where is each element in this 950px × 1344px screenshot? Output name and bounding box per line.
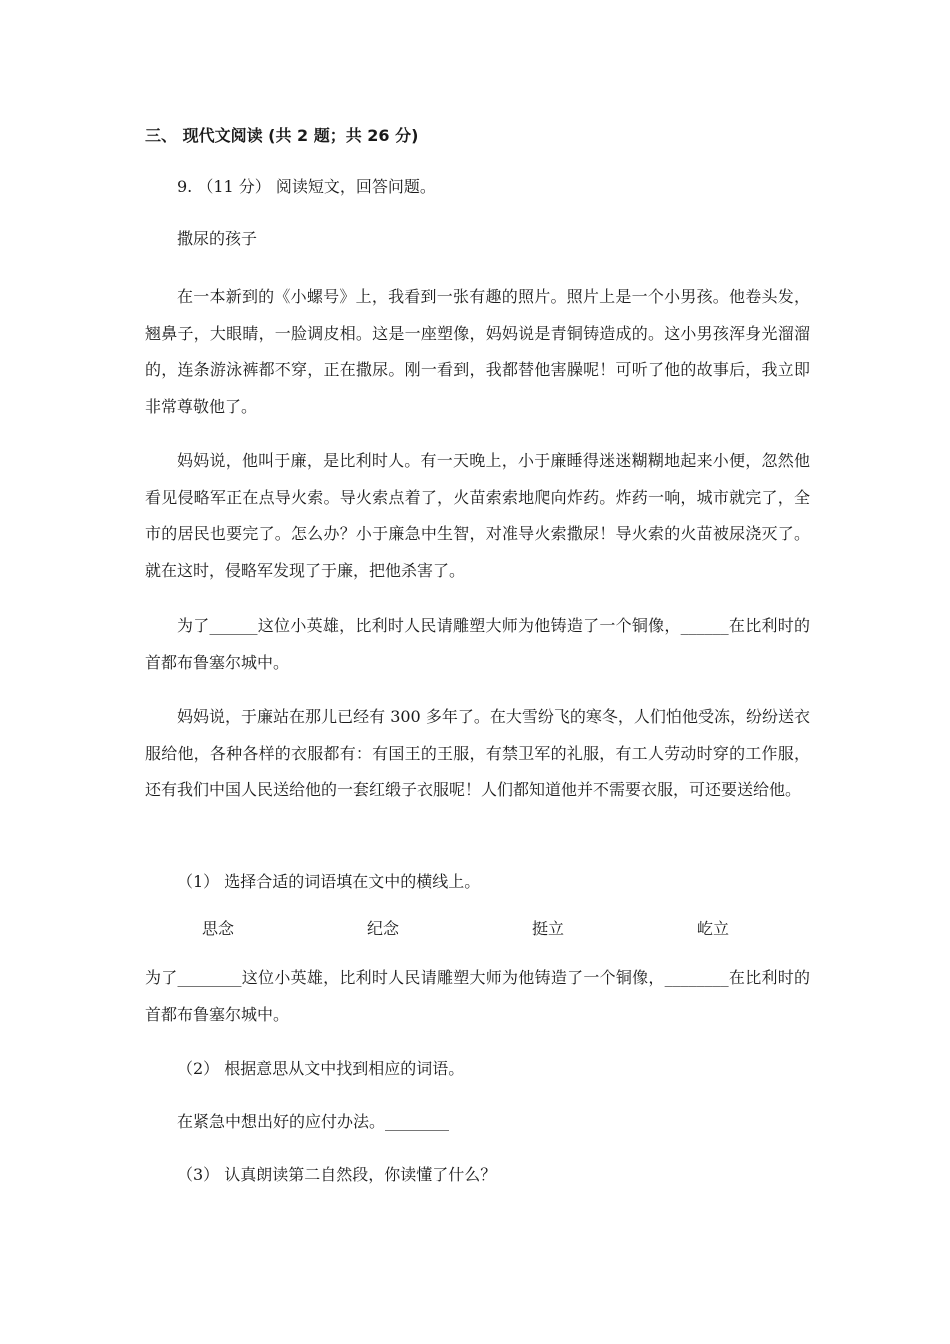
- choice-4: 屹立: [697, 919, 730, 938]
- question-header: 9. （11 分） 阅读短文，回答问题。: [177, 177, 436, 196]
- passage-paragraph-4: [145, 699, 810, 809]
- section-title: 三、 现代文阅读 (共 2 题；共 26 分): [145, 126, 419, 145]
- passage-paragraph-3: [145, 608, 810, 681]
- sub-question-1-prompt: （1） 选择合适的词语填在文中的横线上。: [177, 872, 481, 891]
- fill-sentence: [145, 960, 810, 1033]
- sub-question-2-prompt: （2） 根据意思从文中找到相应的词语。: [177, 1059, 465, 1078]
- paragraph-text: 妈妈说，于廉站在那儿已经有 300 多年了。在大雪纷飞的寒冬，人们怕他受冻，纷纷送衣服给他，各种各样的衣服都有：有国王的王服，有禁卫军的礼服，有工人劳动时穿的工作服，还有我们中国人民送给他的一套红缎子衣服呢！人们都知道他并不需要衣服，可还要送给他。: [145, 707, 810, 799]
- passage-paragraph-1: [145, 279, 810, 425]
- paragraph-text: 为了______这位小英雄，比利时人民请雕塑大师为他铸造了一个铜像，______在比利时的首都布鲁塞尔城中。: [145, 616, 810, 672]
- choice-2: 纪念: [367, 919, 400, 938]
- paragraph-text: 妈妈说，他叫于廉，是比利时人。有一天晚上，小于廉睡得迷迷糊糊地起来小便，忽然他看见侵略军正在点导火索。导火索点着了，火苗索索地爬向炸药。炸药一响，城市就完了，全市的居民也要完了。怎么办？小于廉急中生智，对准导火索撒尿！导火索的火苗被尿浇灭了。就在这时，侵略军发现了于廉，把他杀害了。: [145, 451, 810, 580]
- word-choices: [0, 917, 950, 941]
- passage-paragraph-2: [145, 443, 810, 589]
- paragraph-text: 在一本新到的《小螺号》上，我看到一张有趣的照片。照片上是一个小男孩。他卷头发，翘鼻子，大眼睛，一脸调皮相。这是一座塑像，妈妈说是青铜铸造成的。这小男孩浑身光溜溜的，连条游泳裤都不穿，正在撒尿。刚一看到，我都替他害臊呢！可听了他的故事后，我立即非常尊敬他了。: [145, 287, 810, 416]
- fill-sentence-text: 为了________这位小英雄，比利时人民请雕塑大师为他铸造了一个铜像，________在比利时的首都布鲁塞尔城中。: [145, 968, 810, 1024]
- sub-question-2-item: 在紧急中想出好的应付办法。________: [177, 1112, 450, 1131]
- choice-1: 思念: [202, 919, 235, 938]
- choice-3: 挺立: [532, 919, 565, 938]
- passage-title: 撒尿的孩子: [177, 229, 258, 248]
- sub-question-3-prompt: （3） 认真朗读第二自然段，你读懂了什么？: [177, 1165, 497, 1184]
